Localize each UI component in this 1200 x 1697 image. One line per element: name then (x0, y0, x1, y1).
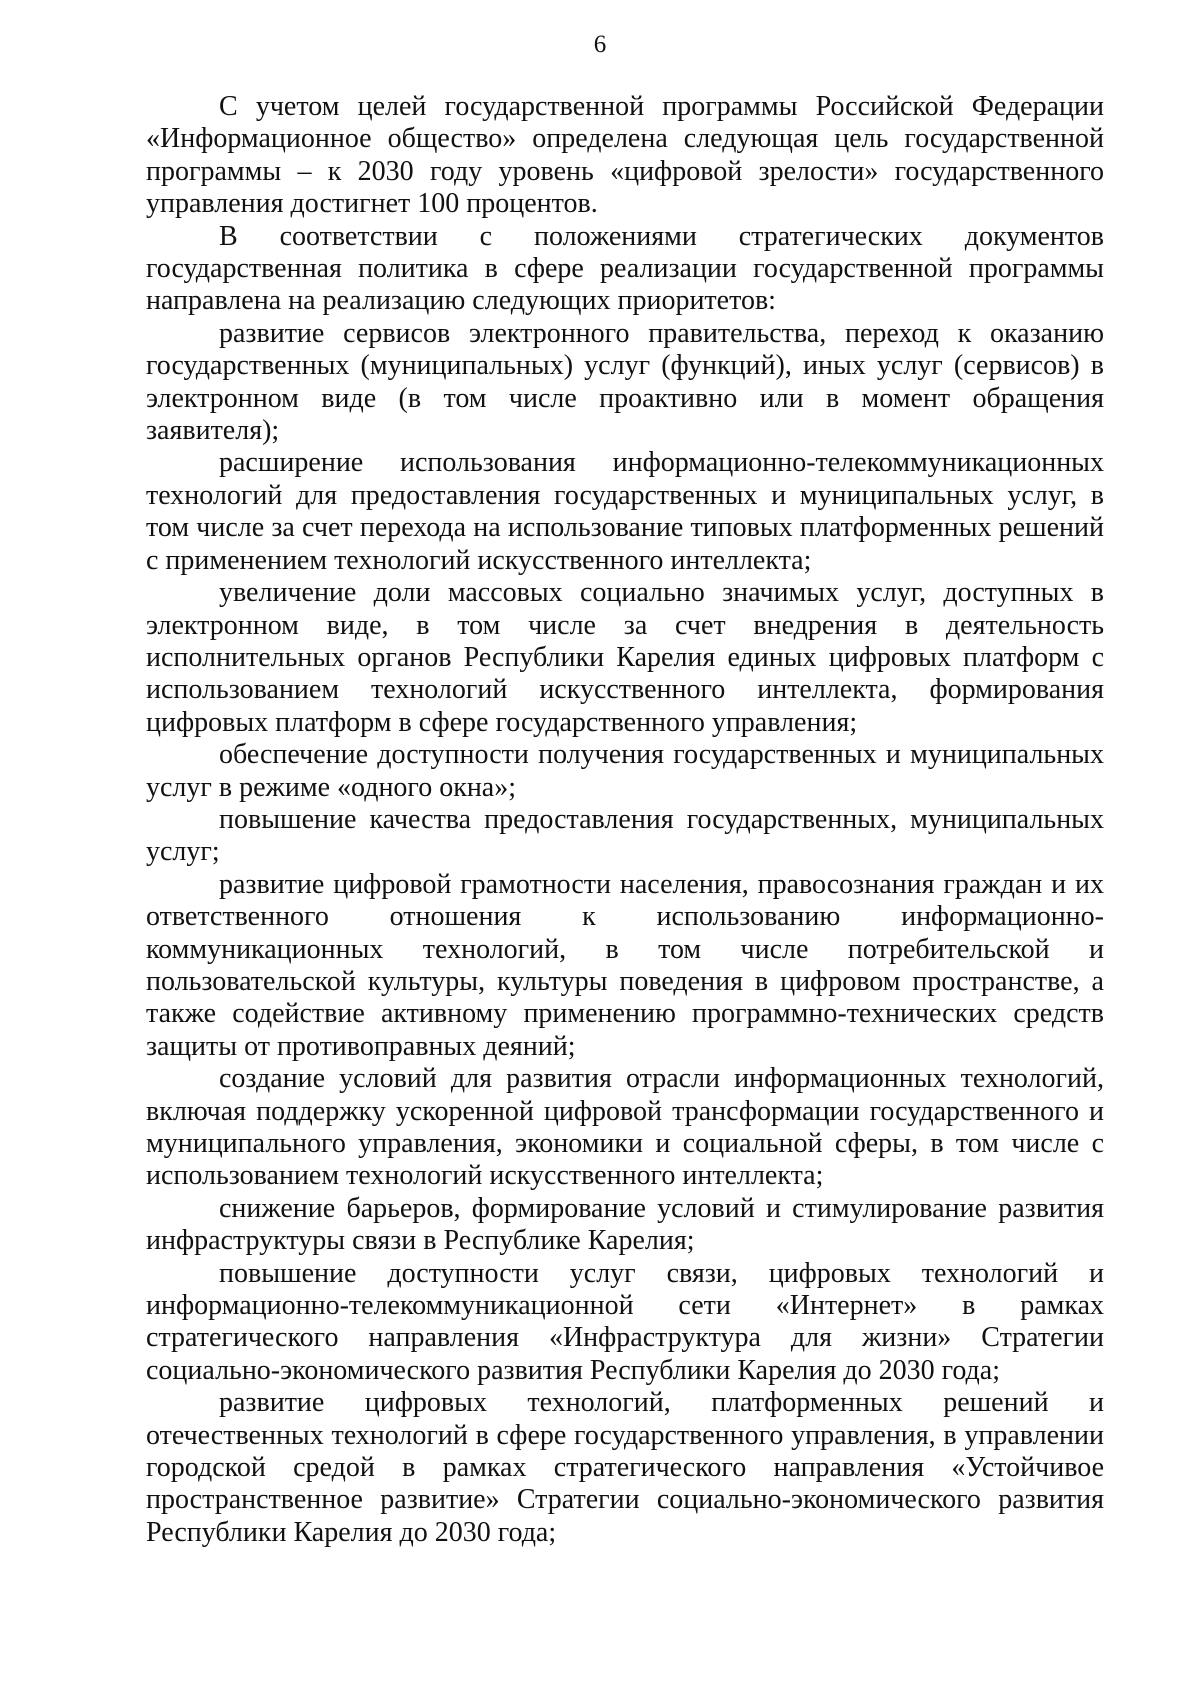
list-item-e-government: развитие сервисов электронного правительства, переход к оказанию государственных (муниципальных) услуг (функций), иных услуг (сервисов) в электронном виде (в том числе проактивно или в момент обращения заявителя); (146, 317, 1104, 447)
list-item-domestic-technologies: развитие цифровых технологий, платформенных решений и отечественных технологий в сфере государственного управления, в управлении городской средой в рамках стратегического направления «Устойчивое пространственное развитие» Стратегии социально-экономического развития Республики Карелия до 2030 года; (146, 1387, 1104, 1548)
list-item-it-industry: создание условий для развития отрасли информационных технологий, включая поддержку ускоренной цифровой трансформации государственного и муниципального управления, экономики и социальной сферы, в том числе с использованием технологий искусственного интеллекта; (146, 1063, 1104, 1192)
paragraph-policy-priorities-intro: В соответствии с положениями стратегических документов государственная политика в сфере реализации государственной программы направлена на реализацию следующих приоритетов: (146, 220, 1104, 317)
list-item-communications-infrastructure: снижение барьеров, формирование условий и стимулирование развития инфраструктуры связи в Республике Карелия; (146, 1192, 1104, 1257)
list-item-service-quality: повышение качества предоставления государственных, муниципальных услуг; (146, 803, 1104, 868)
list-item-digital-literacy: развитие цифровой грамотности населения, правосознания граждан и их ответственного отношения к использованию информационно-коммуникационных технологий, в том числе потребительской и пользовательской культуры, культуры поведения в цифровом пространстве, а также содействие активному применению программно-технических средств защиты от противоправных деяний; (146, 868, 1104, 1062)
list-item-mass-services: увеличение доли массовых социально значимых услуг, доступных в электронном виде, в том числе за счет внедрения в деятельность исполнительных органов Республики Карелия единых цифровых платформ с использованием технологий искусственного интеллекта, формирования цифровых платформ в сфере государственного управления; (146, 577, 1104, 738)
list-item-internet-access: повышение доступности услуг связи, цифровых технологий и информационно-телекоммуникационной сети «Интернет» в рамках стратегического направления «Инфраструктура для жизни» Стратегии социально-экономического развития Республики Карелия до 2030 года; (146, 1257, 1104, 1386)
list-item-ict-expansion: расширение использования информационно-телекоммуникационных технологий для предоставления государственных и муниципальных услуг, в том числе за счет перехода на использование типовых платформенных решений с применением технологий искусственного интеллекта; (146, 447, 1104, 576)
page-number: 6 (593, 31, 607, 58)
list-item-one-window: обеспечение доступности получения государственных и муниципальных услуг в режиме «одного окна»; (146, 739, 1104, 803)
paragraph-program-goal: С учетом целей государственной программы Российской Федерации «Информационное общество» определена следующая цель государственной программы – к 2030 году уровень «цифровой зрелости» государственного управления достигнет 100 процентов. (146, 91, 1104, 220)
document-body (146, 91, 1104, 1549)
